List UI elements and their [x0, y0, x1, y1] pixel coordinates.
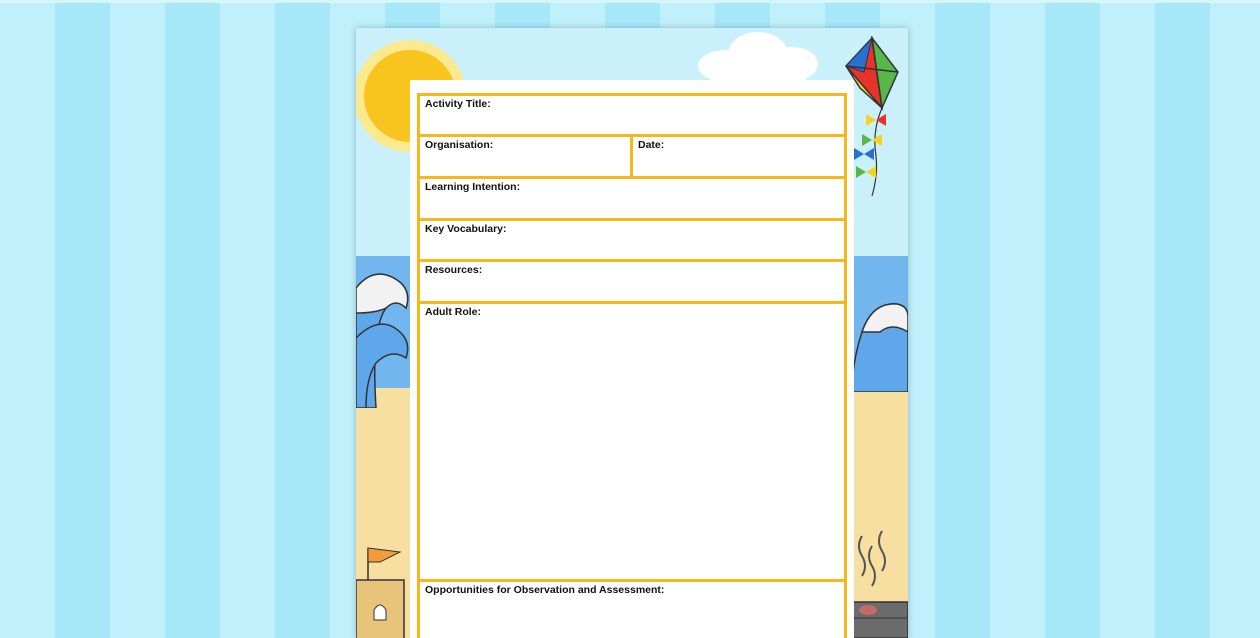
wave-icon — [356, 268, 416, 408]
barbecue-icon — [850, 526, 908, 638]
key-vocabulary-field[interactable]: Key Vocabulary: — [425, 223, 507, 235]
background-top-edge — [0, 0, 1260, 3]
wave-icon — [852, 292, 908, 392]
observation-field[interactable]: Opportunities for Observation and Assessment: — [425, 584, 665, 596]
adult-role-row — [420, 304, 844, 582]
planning-form — [417, 93, 847, 638]
resources-field[interactable]: Resources: — [425, 264, 483, 276]
adult-role-field[interactable]: Adult Role: — [425, 306, 481, 318]
worksheet-page — [356, 28, 908, 638]
activity-title-field[interactable]: Activity Title: — [425, 98, 491, 110]
organisation-field[interactable]: Organisation: — [420, 137, 633, 176]
organisation-date-row — [420, 137, 844, 179]
activity-title-row — [420, 96, 844, 137]
learning-intention-field[interactable]: Learning Intention: — [425, 181, 521, 193]
cloud-icon — [696, 32, 820, 82]
key-vocabulary-row — [420, 221, 844, 262]
learning-intention-row — [420, 179, 844, 221]
form-sheet — [410, 80, 854, 638]
sandcastle-icon — [356, 540, 410, 638]
date-field[interactable]: Date: — [638, 139, 665, 151]
resources-row — [420, 262, 844, 304]
